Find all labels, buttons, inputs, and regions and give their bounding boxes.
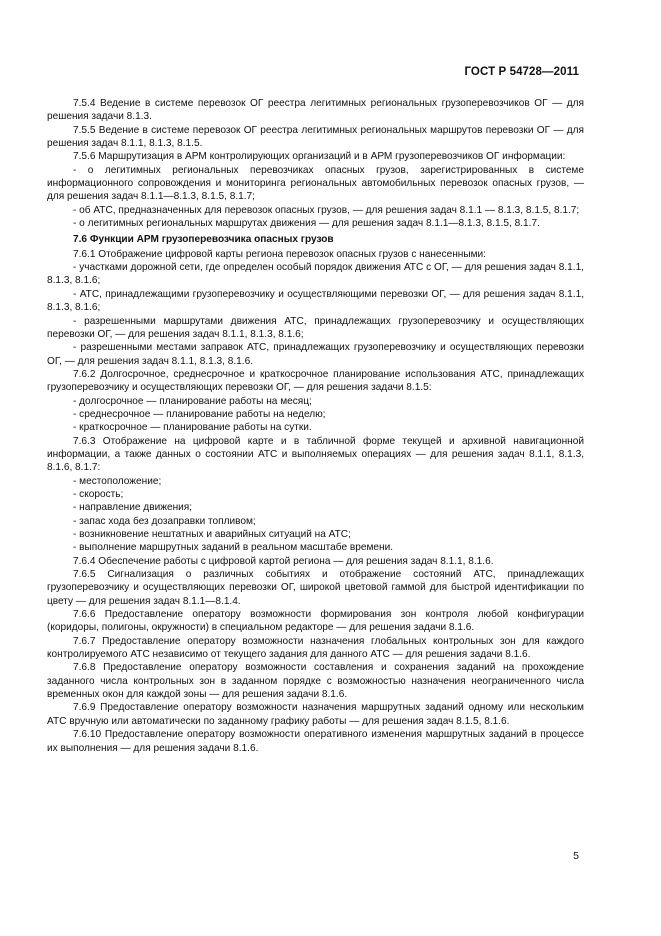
paragraph: 7.6.9 Предоставление оператору возможности назначения маршрутных заданий одному или нескольким АТС вручную или автоматически по заданному графику работы — для решения задач 8.1.5, 8.1.6. — [47, 702, 584, 727]
paragraph: 7.6.3 Отображение на цифровой карте и в табличной форме текущей и архивной навигационной информации, а также данных о состоянии АТС и выполняемых операциях — для решения задач 8.1.1, 8.1.3, 8.1.6, 8.1.7: — [47, 435, 584, 474]
paragraph: - АТС, принадлежащими грузоперевозчику и осуществляющими перевозки ОГ, — для решения задач 8.1.1, 8.1.3, 8.1.6; — [47, 288, 584, 314]
section-heading: 7.6 Функции АРМ грузоперевозчика опасных грузов — [73, 234, 334, 246]
paragraph: 7.6.4 Обеспечение работы с цифровой картой региона — для решения задач 8.1.1, 8.1.6. — [73, 555, 494, 567]
paragraph: 7.5.4 Ведение в системе перевозок ОГ реестра легитимных региональных грузоперевозчиков ОГ — для решения задачи 8.1.3. — [47, 98, 584, 123]
paragraph: 7.6.2 Долгосрочное, среднесрочное и краткосрочное планирование использования АТС, принадлежащих грузоперевозчику и осуществляющих перевозки ОГ, — для решения задачи 8.1.5: — [47, 368, 584, 394]
paragraph: - запас хода без дозаправки топливом; — [73, 515, 256, 527]
paragraph: 7.6.6 Предоставление оператору возможности формирования зон контроля любой конфигурации (коридоры, полигоны, окружности) в специальном редакторе — для решения задачи 8.1.6. — [47, 609, 584, 634]
paragraph: - направление движения; — [73, 502, 193, 514]
paragraph: 7.6.10 Предоставление оператору возможности оперативного изменения маршрутных заданий в процессе их выполнения — для решения задачи 8.1.6. — [47, 729, 584, 754]
paragraph: - разрешенными местами заправок АТС, принадлежащих грузоперевозчику и осуществляющих перевозки ОГ, — для решения задач 8.1.1, 8.1.3, 8.1.6. — [47, 342, 584, 367]
paragraph: 7.6.8 Предоставление оператору возможности составления и сохранения заданий на прохождение заданного числа контрольных зон в заданном порядке с возможностью назначения неограниченного числа временных окон для каждой зоны — для решения задачи 8.1.6. — [47, 662, 584, 701]
paragraph: - о легитимных региональных перевозчиках опасных грузов, зарегистрированных в системе информационного сопровождения и мониторинга региональных автомобильных перевозок опасных грузов, — для решения задач 8.1.1—8.1.3, 8.1.5, 8.1.7; — [47, 164, 584, 203]
page-number: 5 — [573, 850, 579, 862]
paragraph: 7.5.6 Маршрутизация в АРМ контролирующих организаций и в АРМ грузоперевозчиков ОГ информации: — [73, 151, 566, 163]
paragraph: 7.6.5 Сигнализация о различных событиях и отображение состояний АТС, принадлежащих грузоперевозчику и осуществляющих перевозки ОГ, широкой цветовой гаммой для быстрой идентификации по цвету — для решения задач 8.1.1—8.1.4. — [47, 569, 584, 607]
paragraph: - выполнение маршрутных заданий в реальном масштабе времени. — [73, 542, 394, 554]
document-body — [47, 97, 584, 755]
paragraph: - среднесрочное — планирование работы на неделю; — [73, 408, 326, 420]
paragraph: - краткосрочное — планирование работы на сутки. — [73, 422, 312, 434]
paragraph: - скорость; — [73, 488, 124, 500]
paragraph: 7.6.1 Отображение цифровой карты региона перевозок опасных грузов с нанесенными: — [73, 248, 486, 260]
paragraph: - об АТС, предназначенных для перевозок опасных грузов, — для решения задач 8.1.1 — 8.1.3, 8.1.5, 8.1.7; — [73, 204, 580, 216]
paragraph: 7.5.5 Ведение в системе перевозок ОГ реестра легитимных региональных маршрутов перевозки ОГ — для решения задач 8.1.1, 8.1.3, 8.1.5. — [47, 124, 584, 150]
document-id-header: ГОСТ Р 54728—2011 — [464, 66, 579, 78]
paragraph: - разрешенными маршрутами движения АТС, принадлежащих грузоперевозчику и осуществляющих перевозки ОГ, — для решения задач 8.1.1, 8.1.3, 8.1.6; — [47, 315, 584, 340]
paragraph: - местоположение; — [73, 475, 162, 487]
paragraph: - возникновение нештатных и аварийных ситуаций на АТС; — [73, 529, 351, 540]
paragraph: 7.6.7 Предоставление оператору возможности назначения глобальных контрольных зон для каждого контролируемого АТС независимо от текущего задания для данного АТС — для решения задачи 8.1.6. — [47, 635, 584, 661]
paragraph: - участками дорожной сети, где определен особый порядок движения АТС с ОГ, — для решения задач 8.1.1, 8.1.3, 8.1.6; — [47, 262, 584, 287]
paragraph: - долгосрочное — планирование работы на месяц; — [73, 395, 312, 407]
paragraph: - о легитимных региональных маршрутах движения — для решения задач 8.1.1—8.1.3, 8.1.5, 8.1.7. — [73, 218, 540, 230]
